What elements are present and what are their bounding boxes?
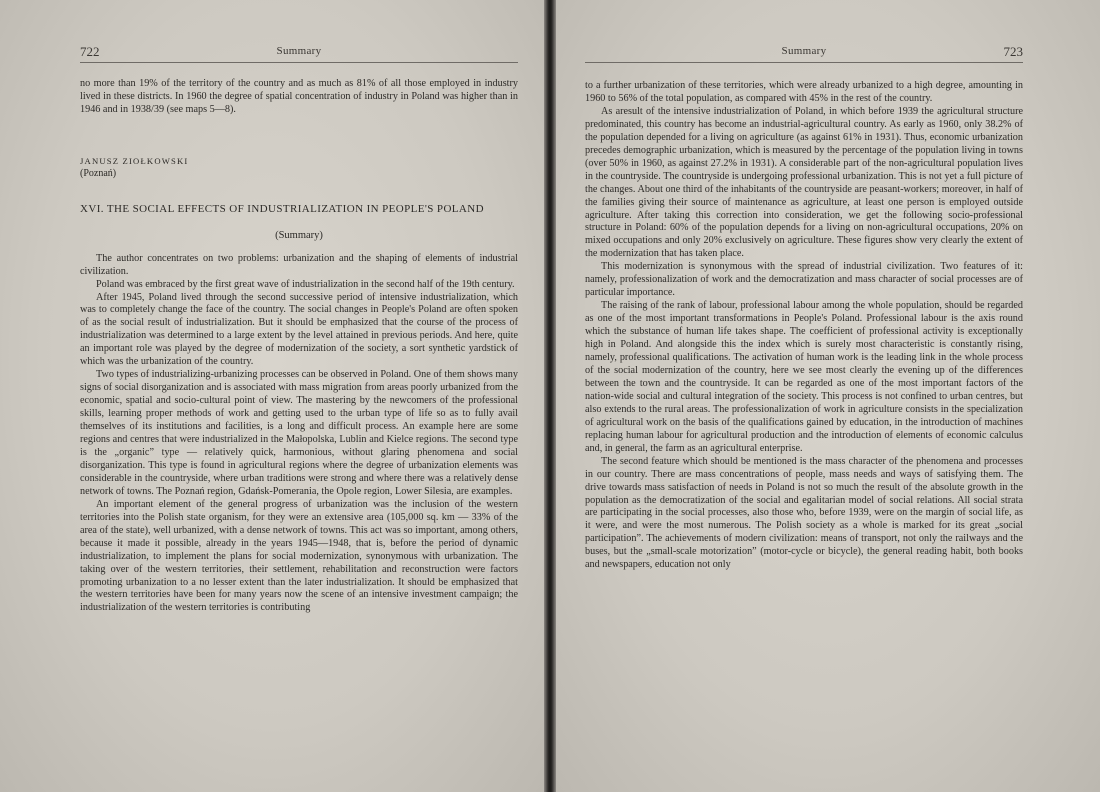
page-number: 722 — [80, 44, 100, 59]
body-paragraph: The raising of the rank of labour, professional labour among the whole population, should be regarded as one of the most important transformations in People's Poland. Professional labour is the axis round which the substance of human life takes shape. The coefficient of professional activity is exceptionally high in Poland. And alongside this the index which is surely most characteristic is constantly rising, namely, professional qualifications. The activation of human work is the leading link in the whole process of the social modernization of the country, here we see most clearly the evening up of the differences between the town and the countryside. It can be regarded as one of the most important factors of the nation-wide social and cultural integration of the society. This process is not confined to urban centres, but also extends to the rural areas. The professionalization of work in agriculture consists in the specialization of agricultural work on the basis of the qualifications gained by education, in the introduction of machines replacing human labour for agricultural production and the introduction of elements of economic calculus and, in general, the farm as an agricultural enterprise. — [585, 300, 1023, 454]
left-text-column — [80, 78, 518, 615]
intro-paragraph: no more than 19% of the territory of the country and as much as 81% of all those employed in industry lived in these districts. In 1960 the degree of spatial concentration of industry in Poland was higher than in 1946 and in 1938/39 (see maps 5—8). — [80, 78, 518, 115]
summary-label: (Summary) — [275, 229, 323, 241]
body-paragraph: An important element of the general progress of urbanization was the inclusion of the western territories into the Polish state organism, for they were an extensive area (105,000 sq. km — 33% of the area of the state), well urbanized, with a dense network of towns. This act was so important, among others, because it made it possible, already in the years 1945—1948, that is, before the period of dynamic industrialization, to implement the plans for social modernization, synonymous with urbanization. The taking over of the western territories, their settlement, rehabilitation and reconstruction were factors promoting urbanization to a no lesser extent than the later industrialization. It should be emphasized that the western territories have been for many years now the scene of an intensive investment campaign; the industrialization of the western territories is contributing — [80, 498, 518, 614]
body-paragraph: Poland was embraced by the first great wave of industrialization in the second half of the 19th century. — [96, 278, 515, 290]
running-head: Summary — [781, 45, 827, 57]
running-head: Summary — [276, 45, 322, 57]
body-paragraph: The second feature which should be mentioned is the mass character of the phenomena and processes in our country. There are mass concentrations of people, mass needs and ways of satisfying them. The drive towards mass satisfaction of needs in Poland is not so much the result of the absolute growth in the population as the democratization of the social and egalitarian model of social relations. All social strata are participating in the social processes, also those who, before 1939, were on the margin of social life, as it were, and were the most numerous. The Polish society as a whole is marked for its great „social participation”. The achievements of modern civilization: means of transport, not only the railways and the buses, but the „small-scale motorization” (motor-cycle or bicycle), the general reading habit, both books and newspapers, education not only — [585, 455, 1023, 571]
left-page-header — [80, 44, 518, 63]
author-name: JANUSZ ZIOŁKOWSKI — [80, 155, 189, 166]
right-text-column — [585, 80, 1023, 572]
body-paragraph: This modernization is synonymous with the spread of industrial civilization. Two features of it: namely, professionalization of work and the democratization and mass character of social processes are of particular importance. — [585, 261, 1023, 299]
body-paragraph: As aresult of the intensive industrialization of Poland, in which before 1939 the agricultural structure predominated, this country has become an industrial-agricultural country. As early as 1960, only 38.2% of the population depended for a living on agriculture (as against 61% in 1931). Thus, economic urbanization precedes demographic urbanization, which is measured by the percentage of the population living in towns (over 50% in 1960, as against 27.2% in 1931). A considerable part of the non-agricultural population lives in the countryside. The countryside is undergoing professional urbanization. This is not yet a full picture of the changes. About one third of the inhabitants of the countryside are peasant-workers; moreover, in half of the families giving their source of maintenance as agriculture, at least one person is employed outside agriculture. After taking this correction into consideration, we get the following socio-professional structure in Poland: 60% of the population depends for a living on non-agricultural occupations, 20% on mixed occupations and only 20% exclusively on agriculture. These figures show very clearly the extent of the modernization that has taken place. — [585, 105, 1023, 260]
right-page-header — [585, 44, 1023, 63]
left-page — [0, 0, 544, 792]
book-gutter — [544, 0, 556, 792]
page-number: 723 — [1003, 44, 1023, 59]
chapter-title: XVI. THE SOCIAL EFFECTS OF INDUSTRIALIZATION IN PEOPLE'S POLAND — [80, 202, 484, 215]
body-paragraph: Two types of industrializing-urbanizing processes can be observed in Poland. One of them shows many signs of social disorganization and is associated with mass migration from areas poorly urbanized from the economic, spatial and socio-cultural point of view. The mastering by the newcomers of the professional skills, learning proper methods of work and getting used to the urban type of life so as to fully avail themselves of its institutions and facilities, is a long and difficult process. An example here are some regions and centres that were industrialized in the Małopolska, Lublin and Kielce regions. The second type is the „organic” type — relatively quick, harmonious, without glaring phenomena and social disorganization. This type is found in agricultural regions where the degree of urbanization elements was considerable in the countryside, where urban traditions were strong and where there was a relatively dense network of towns. The Poznań region, Gdańsk-Pomerania, the Opole region, Lower Silesia, are examples. — [80, 369, 518, 497]
author-affiliation: (Poznań) — [80, 167, 117, 179]
body-paragraph: to a further urbanization of these territories, which were already urbanized to a high degree, amounting in 1960 to 56% of the total population, as compared with 45% in the rest of the country. — [585, 80, 1023, 104]
body-paragraph: After 1945, Poland lived through the second successive period of intensive industrialization, which was to completely change the face of the country. The social changes in People's Poland are often spoken of as the social result of industrialization. But it should be emphasized that the course of the process of industrialization was determined to a large extent by the level attained in previous periods. And here, quite an important role was played by the degree of modernization of the society, a sort synthetic yardstick of which was the urbanization of the country. — [80, 291, 518, 368]
right-page — [556, 0, 1100, 792]
body-paragraph: The author concentrates on two problems: urbanization and the shaping of elements of industrial civilization. — [80, 252, 518, 277]
